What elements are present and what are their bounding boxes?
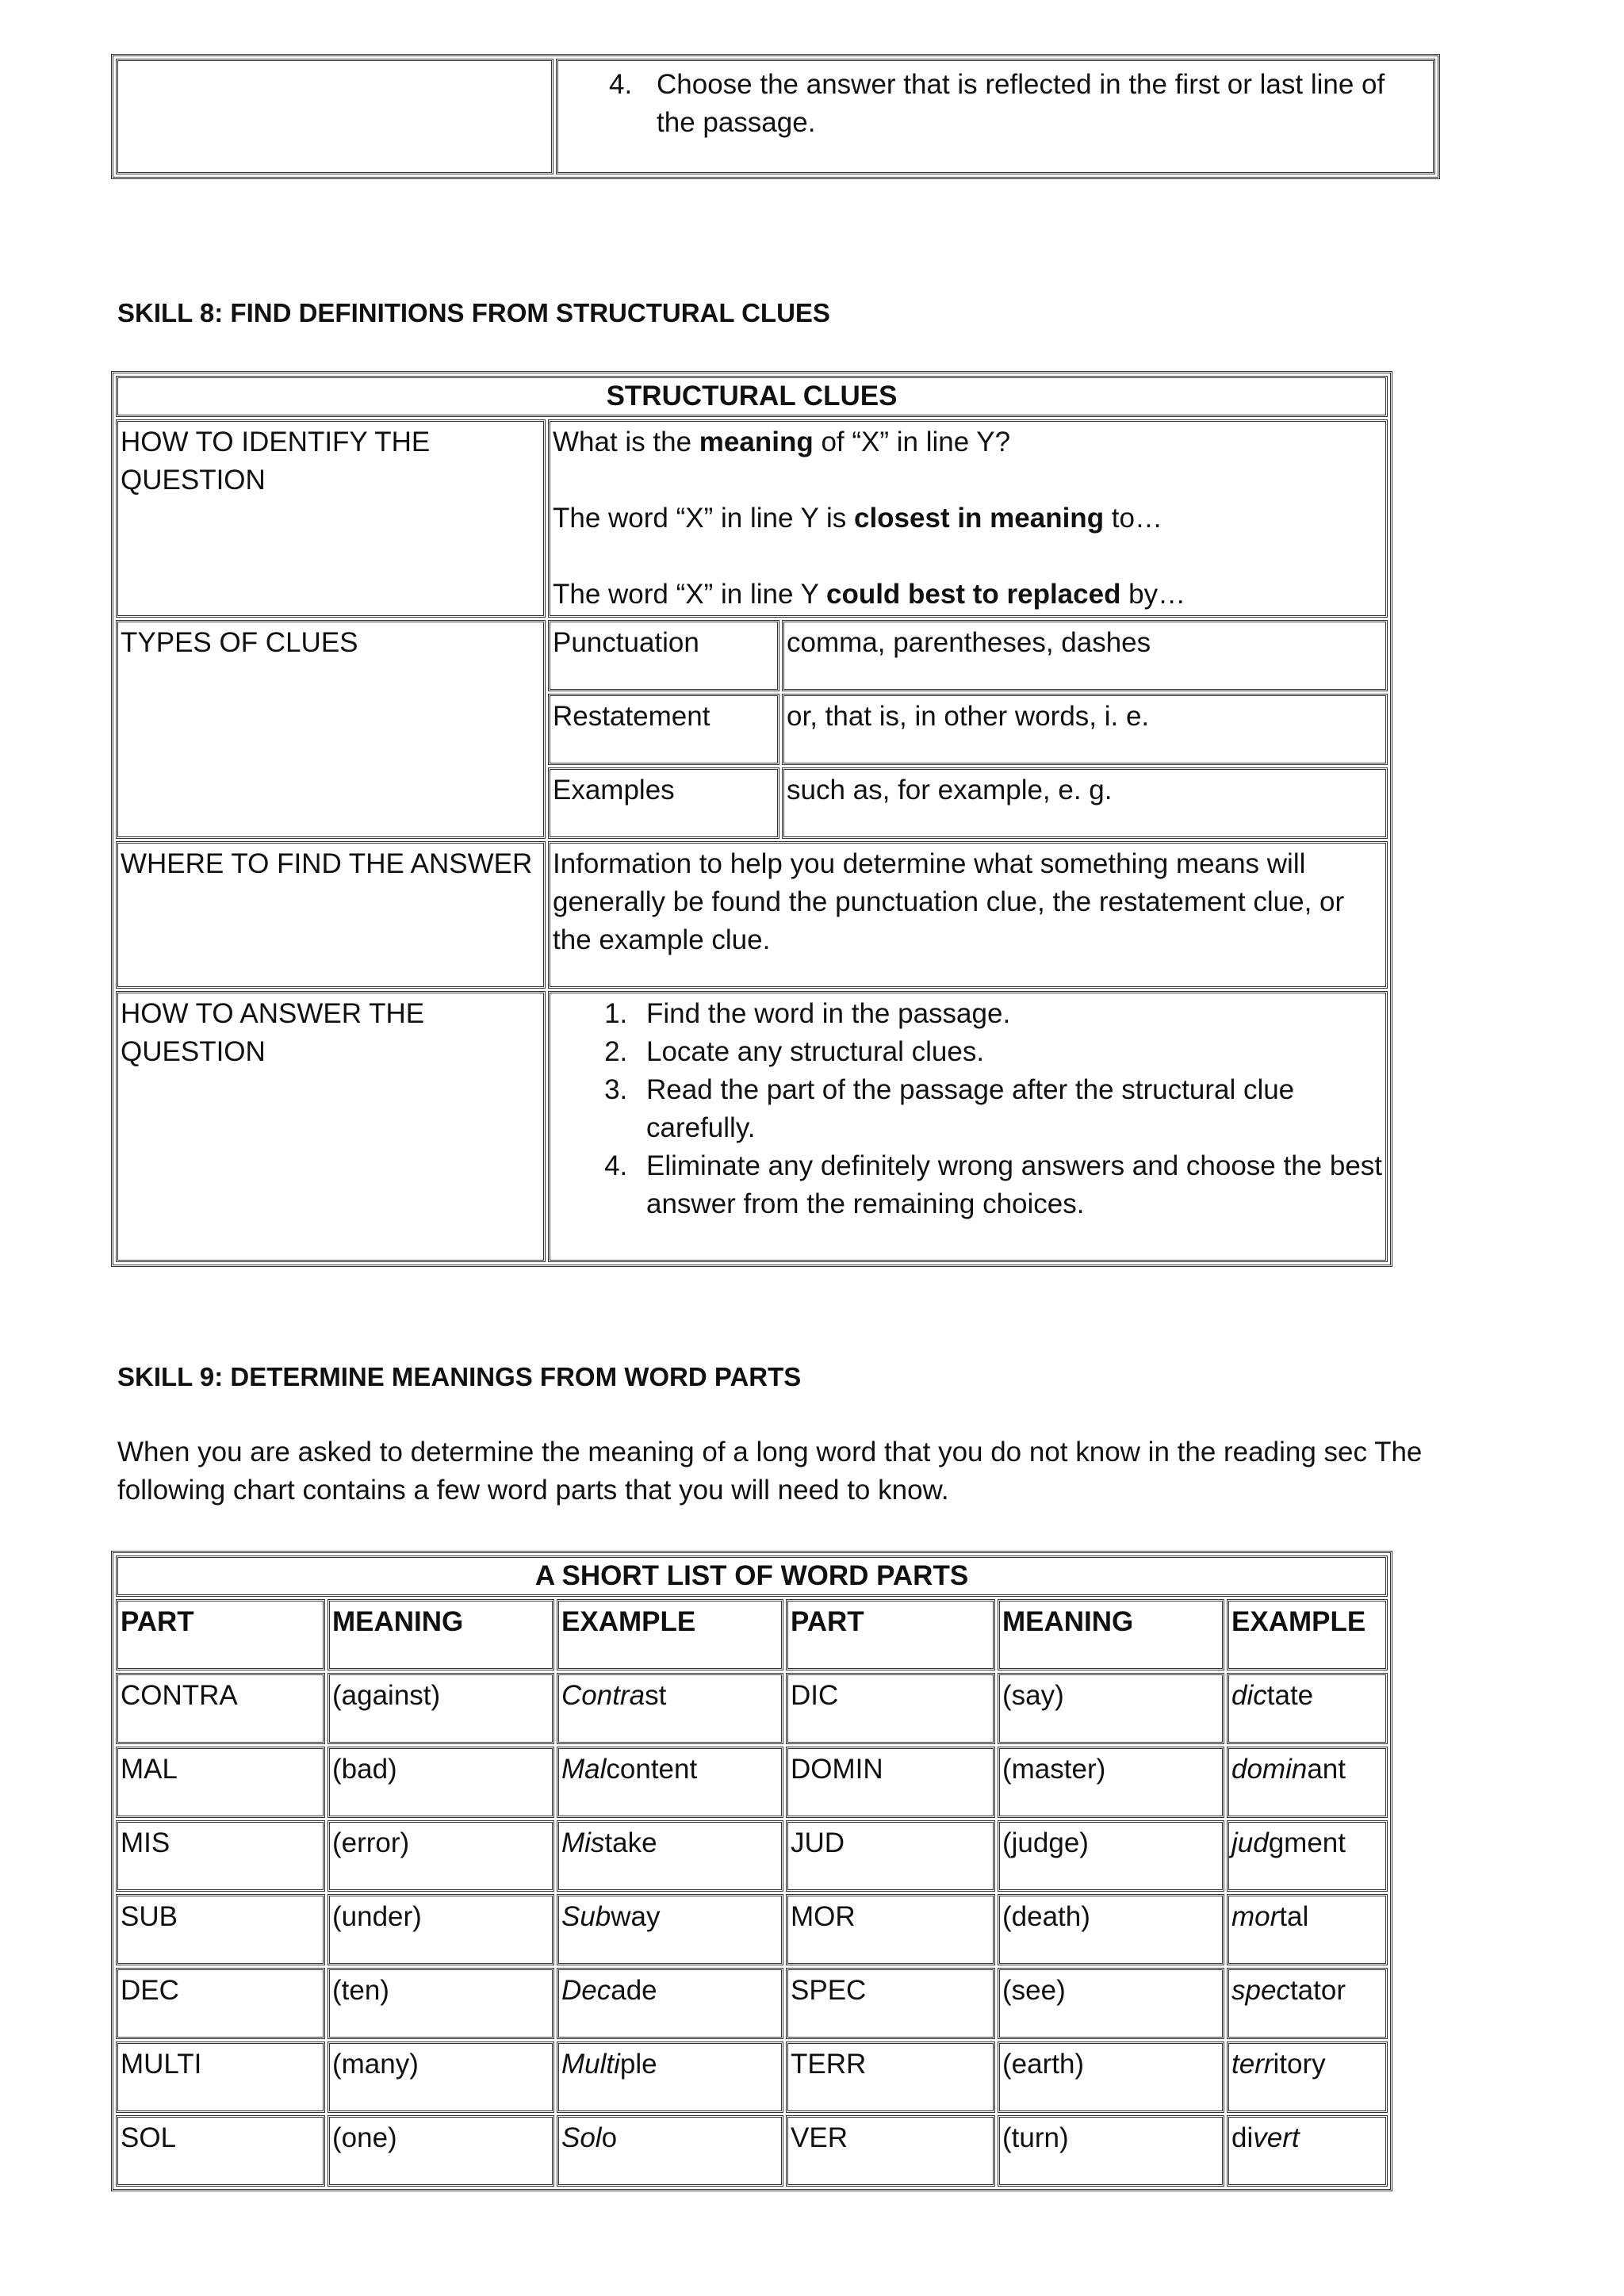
word-parts-table xyxy=(111,1551,1392,2191)
column-header: PART xyxy=(791,1606,864,1637)
part-cell: DEC xyxy=(116,1968,325,2039)
part-cell: DIC xyxy=(786,1673,995,1744)
how-steps-list xyxy=(553,995,1383,1223)
top-table-item-cell xyxy=(556,59,1435,174)
example-cell: judgment xyxy=(1227,1820,1388,1892)
where-text: Information to help you determine what something means will generally be found the punctuation clue, the restatement clue, or the example clue. xyxy=(548,841,1388,989)
part-cell: JUD xyxy=(786,1820,995,1892)
meaning-cell: (judge) xyxy=(998,1820,1224,1892)
how-step: 1. Find the word in the passage. xyxy=(635,995,1383,1033)
clue-type-name: Examples xyxy=(548,767,779,839)
identify-line-3: The word “X” in line Y could best to replaced by… xyxy=(553,579,1186,610)
table-row xyxy=(116,2042,1388,2113)
part-cell: VER xyxy=(786,2115,995,2187)
skill9-intro-line-2: following chart contains a few word parts that you will need to know. xyxy=(117,1475,949,1506)
word-parts-header-row xyxy=(116,1599,1388,1670)
table-row xyxy=(116,1968,1388,2039)
column-header: MEANING xyxy=(332,1606,464,1637)
meaning-cell: (turn) xyxy=(998,2115,1224,2187)
example-cell: Decade xyxy=(557,1968,783,2039)
structural-clues-table xyxy=(111,371,1392,1267)
part-cell: MULTI xyxy=(116,2042,325,2113)
word-parts-title: A SHORT LIST OF WORD PARTS xyxy=(116,1556,1388,1597)
meaning-cell: (against) xyxy=(327,1673,554,1744)
meaning-cell: (death) xyxy=(998,1894,1224,1965)
column-header: PART xyxy=(121,1606,194,1637)
part-cell: MIS xyxy=(116,1820,325,1892)
clue-type-examples: or, that is, in other words, i. e. xyxy=(782,694,1388,765)
example-cell: Malcontent xyxy=(557,1747,783,1818)
how-step: 3. Read the part of the passage after the structural clue carefully. xyxy=(635,1071,1383,1147)
meaning-cell: (under) xyxy=(327,1894,554,1965)
skill9-intro-line-1: When you are asked to determine the meaning of a long word that you do not know in the reading sec The xyxy=(117,1437,1423,1468)
table-row xyxy=(116,1747,1388,1818)
top-table-empty-cell xyxy=(116,59,553,174)
top-item-text: Choose the answer that is reflected in the first or last line of the passage. xyxy=(657,69,1385,138)
top-item-number: 4. xyxy=(609,69,633,100)
example-cell: divert xyxy=(1227,2115,1388,2187)
part-cell: DOMIN xyxy=(786,1747,995,1818)
part-cell: SPEC xyxy=(786,1968,995,2039)
example-cell: territory xyxy=(1227,2042,1388,2113)
how-steps-cell xyxy=(548,991,1388,1262)
table-row xyxy=(116,2115,1388,2187)
part-cell: TERR xyxy=(786,2042,995,2113)
example-cell: dominant xyxy=(1227,1747,1388,1818)
where-label: WHERE TO FIND THE ANSWER xyxy=(116,841,546,989)
meaning-cell: (one) xyxy=(327,2115,554,2187)
example-cell: spectator xyxy=(1227,1968,1388,2039)
meaning-cell: (ten) xyxy=(327,1968,554,2039)
column-header: MEANING xyxy=(1002,1606,1134,1637)
meaning-cell: (earth) xyxy=(998,2042,1224,2113)
skill9-heading: SKILL 9: DETERMINE MEANINGS FROM WORD PARTS xyxy=(117,1362,802,1391)
table-row xyxy=(116,1820,1388,1892)
how-step: 2. Locate any structural clues. xyxy=(635,1033,1383,1071)
column-header: EXAMPLE xyxy=(561,1606,696,1637)
identify-line-1: What is the meaning of “X” in line Y? xyxy=(553,427,1011,457)
how-step: 4. Eliminate any definitely wrong answers and choose the best answer from the remaining choices. xyxy=(635,1147,1383,1223)
meaning-cell: (bad) xyxy=(327,1747,554,1818)
part-cell: MOR xyxy=(786,1894,995,1965)
part-cell: SOL xyxy=(116,2115,325,2187)
example-cell: dictate xyxy=(1227,1673,1388,1744)
skill9-intro xyxy=(117,1433,1561,1510)
how-label: HOW TO ANSWER THE QUESTION xyxy=(116,991,546,1262)
clue-type-name: Restatement xyxy=(548,694,779,765)
meaning-cell: (see) xyxy=(998,1968,1224,2039)
example-cell: Mistake xyxy=(557,1820,783,1892)
table-row xyxy=(116,1894,1388,1965)
identify-label: HOW TO IDENTIFY THE QUESTION xyxy=(116,419,546,618)
meaning-cell: (many) xyxy=(327,2042,554,2113)
structural-clues-title: STRUCTURAL CLUES xyxy=(116,376,1388,417)
table-row xyxy=(116,1673,1388,1744)
part-cell: MAL xyxy=(116,1747,325,1818)
example-cell: Solo xyxy=(557,2115,783,2187)
identify-cell xyxy=(548,419,1388,618)
part-cell: SUB xyxy=(116,1894,325,1965)
column-header: EXAMPLE xyxy=(1231,1606,1366,1637)
part-cell: CONTRA xyxy=(116,1673,325,1744)
meaning-cell: (say) xyxy=(998,1673,1224,1744)
clue-type-name: Punctuation xyxy=(548,620,779,691)
skill8-heading: SKILL 8: FIND DEFINITIONS FROM STRUCTURAL CLUES xyxy=(117,298,830,327)
example-cell: Contrast xyxy=(557,1673,783,1744)
identify-line-2: The word “X” in line Y is closest in meaning to… xyxy=(553,503,1162,534)
meaning-cell: (error) xyxy=(327,1820,554,1892)
example-cell: Multiple xyxy=(557,2042,783,2113)
top-table xyxy=(111,54,1440,179)
example-cell: mortal xyxy=(1227,1894,1388,1965)
clue-type-examples: such as, for example, e. g. xyxy=(782,767,1388,839)
meaning-cell: (master) xyxy=(998,1747,1224,1818)
types-label: TYPES OF CLUES xyxy=(116,620,546,839)
clue-type-examples: comma, parentheses, dashes xyxy=(782,620,1388,691)
example-cell: Subway xyxy=(557,1894,783,1965)
